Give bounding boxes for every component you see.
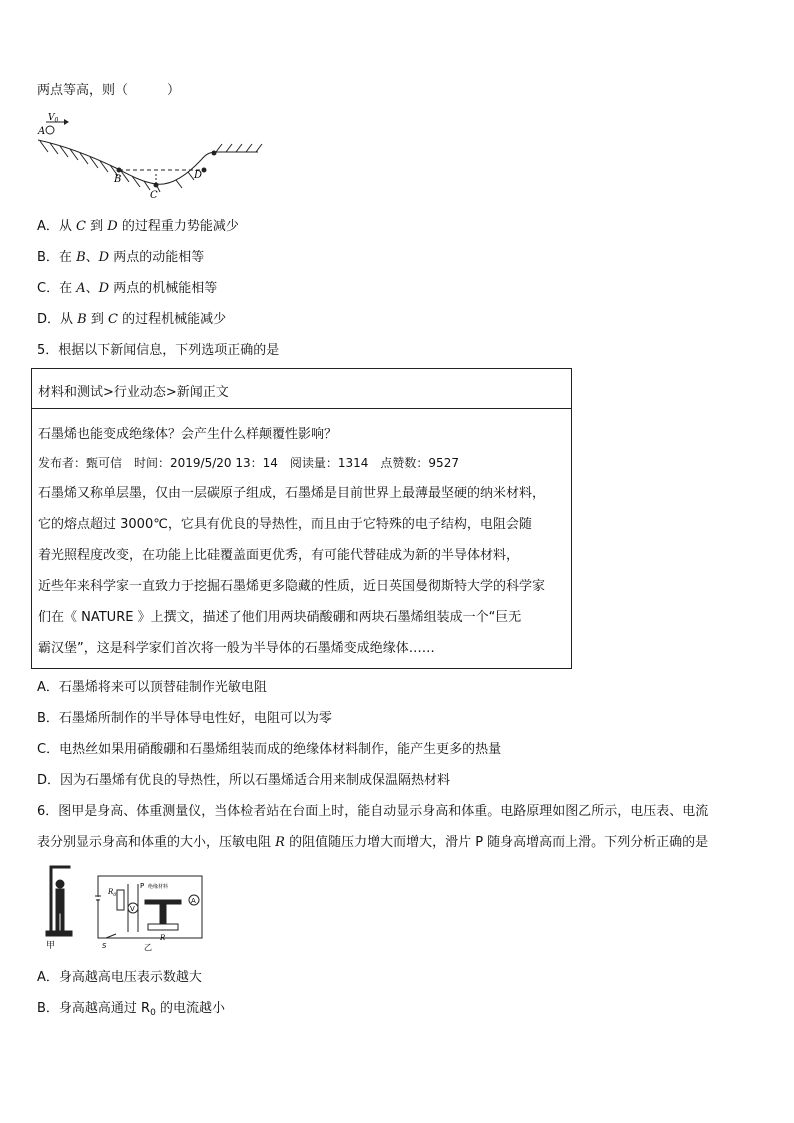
label-ammeter: A [191,897,196,905]
q4-option-d: D．从 B 到 C 的过程机械能减少 [37,312,227,327]
label-voltmeter: V [130,905,135,913]
news-meta: 发布者：甄可信 时间：2019/5/20 13：14 阅读量：1314 点赞数：9527 [38,456,459,470]
label-B: B [114,174,122,185]
news-box [31,368,572,669]
label-yi: 乙 [144,943,152,952]
q6-stem-line2: 表分别显示身高和体重的大小，压敏电阻 R 的阻值随压力增大而增大，滑片 P 随身高增高而上滑。下列分析正确的是 [37,835,709,850]
label-R0: $R_0$ [108,888,117,898]
news-body-line: 它的熔点超过 3000℃，它具有优良的导热性，而且由于它特殊的电子结构，电阻会随 [38,517,532,532]
news-breadcrumb: 材料和测试>行业动态>新闻正文 [38,385,229,400]
label-S: S [102,942,107,950]
news-breadcrumb-bar [32,369,571,409]
news-body-line: 着光照程度改变，在功能上比硅覆盖面更优秀，有可能代替硅成为新的半导体材料， [38,548,520,563]
label-D: D [194,170,203,181]
label-A: A [38,126,46,137]
q6-option-a: A．身高越高电压表示数越大 [37,970,202,985]
q4-option-a: A．从 C 到 D 的过程重力势能减少 [37,219,239,234]
q6-stem-line1: 6．图甲是身高、体重测量仪，当体检者站在台面上时，能自动显示身高和体重。电路原理如图乙所示，电压表、电流 [37,804,709,819]
news-body-line: 石墨烯又称单层墨，仅由一层碳原子组成，石墨烯是目前世界上最薄最坚硬的纳米材料， [38,486,546,501]
news-body-line: 霸汉堡”，这是科学家们首次将一般为半导体的石墨烯变成绝缘体…… [38,641,435,656]
q5-option-b: B．石墨烯所制作的半导体导电性好，电阻可以为零 [37,711,332,726]
q5-option-d: D．因为石墨烯有优良的导热性，所以石墨烯适合用来制成保温隔热材料 [37,773,451,788]
label-C: C [150,190,158,201]
news-body-line: 们在《 NATURE 》上撰文，描述了他们用两块硝酸硼和两块石墨烯组装成一个“巨无 [38,610,522,625]
q4-option-c: C．在 A、D 两点的机械能相等 [37,281,218,296]
q6-option-b: B．身高越高通过 $R_0$ 的电流越小 [37,1001,225,1018]
label-v0: $V_0$ [48,113,59,124]
label-P: P [140,882,145,890]
q5-stem: 5．根据以下新闻信息，下列选项正确的是 [37,343,280,358]
q5-option-c: C．电热丝如果用硝酸硼和石墨烯组装而成的绝缘体材料制作，能产生更多的热量 [37,742,502,757]
q4-stem-tail: 两点等高，则（ ） [37,83,181,98]
news-body-line: 近些年来科学家一直致力于挖掘石墨烯更多隐藏的性质，近日英国曼彻斯特大学的科学家 [38,579,546,594]
label-insulator: 绝缘材料 [148,884,169,890]
q4-track-figure [36,112,276,201]
q6-circuit-figure [36,862,216,952]
q5-option-a: A．石墨烯将来可以顶替硅制作光敏电阻 [37,680,267,695]
label-R: R [160,934,166,942]
q4-option-b: B．在 B、D 两点的动能相等 [37,250,205,265]
news-title: 石墨烯也能变成绝缘体？会产生什么样颠覆性影响？ [38,427,338,442]
label-jia: 甲 [46,941,56,951]
